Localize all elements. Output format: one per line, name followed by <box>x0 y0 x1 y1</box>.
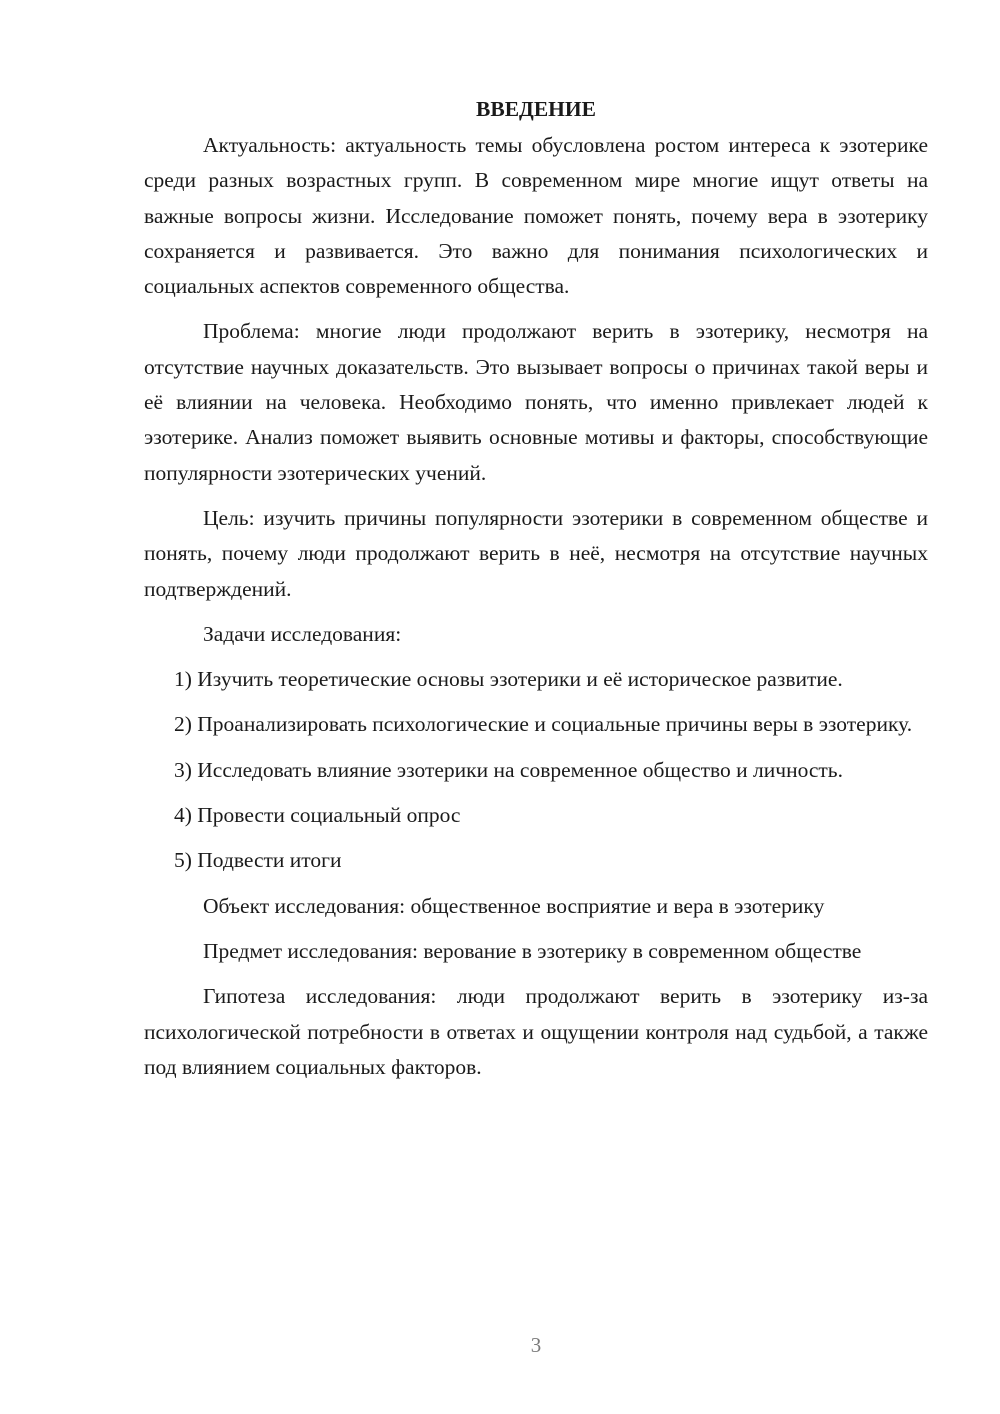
task-item-5: 5) Подвести итоги <box>174 848 342 873</box>
object-paragraph: Объект исследования: общественное восприятие и вера в эзотерику <box>203 893 825 918</box>
page-title: ВВЕДЕНИЕ <box>476 97 596 121</box>
page-number: 3 <box>530 1333 542 1357</box>
subject-paragraph: Предмет исследования: верование в эзотерику в современном обществе <box>203 938 862 963</box>
task-item-4: 4) Провести социальный опрос <box>174 803 461 828</box>
problem-paragraph: Проблема: многие люди продолжают верить в эзотерику, несмотря на отсутствие научных доказательств. Это вызывает вопросы о причинах такой веры и её влиянии на человека. Необходимо понять, что именно привлекает людей к эзотерике. Анализ поможет выявить основные мотивы и факторы, способствующие популярности эзотерических учений. <box>144 319 928 485</box>
task-item-1: 1) Изучить теоретические основы эзотерики и её историческое развитие. <box>174 667 843 692</box>
document-page <box>144 92 928 1085</box>
hypothesis-paragraph: Гипотеза исследования: люди продолжают верить в эзотерику из-за психологической потребности в ответах и ощущении контроля над судьбой, а также под влиянием социальных факторов. <box>144 984 928 1079</box>
relevance-paragraph: Актуальность: актуальность темы обусловлена ростом интереса к эзотерике среди разных возрастных групп. В современном мире многие ищут ответы на важные вопросы жизни. Исследование поможет понять, почему вера в эзотерику сохраняется и развивается. Это важно для понимания психологических и социальных аспектов современного общества. <box>144 133 928 299</box>
tasks-heading: Задачи исследования: <box>203 621 402 646</box>
task-item-3: 3) Исследовать влияние эзотерики на современное общество и личность. <box>174 757 843 782</box>
goal-paragraph: Цель: изучить причины популярности эзотерики в современном обществе и понять, почему люди продолжают верить в неё, несмотря на отсутствие научных подтверждений. <box>144 505 928 601</box>
task-item-2: 2) Проанализировать психологические и социальные причины веры в эзотерику. <box>174 712 913 737</box>
